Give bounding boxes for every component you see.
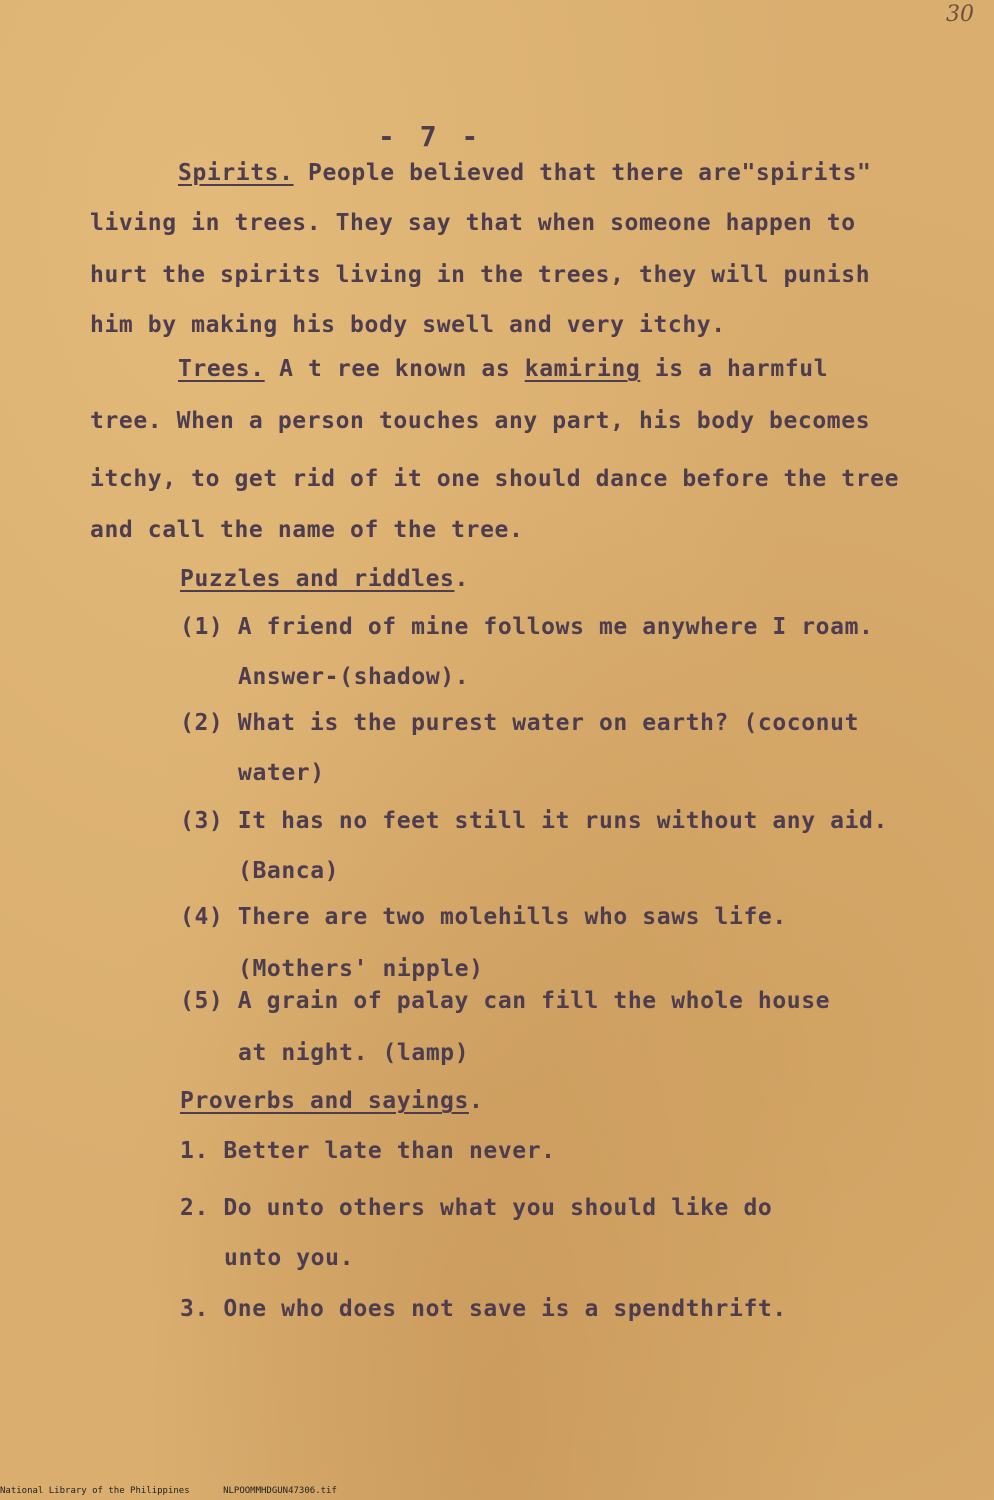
trees-line-0: tree. When a person touches any part, his body becomes [90,408,871,434]
riddle-2-line-2: water) [238,760,325,786]
spirits-line-3: him by making his body swell and very itchy. [90,312,726,338]
proverb-1: 1. Better late than never. [180,1138,556,1164]
riddle-5-line-1: (5) A grain of palay can fill the whole house [180,988,831,1014]
spirits-line-1: living in trees. They say that when someone happen to [90,210,856,236]
riddle-3-line-2: (Banca) [238,858,340,884]
scan-footer [0,1486,365,1500]
handwritten-page-mark: 30 [946,2,974,27]
trees-intro: A t ree known as [279,356,511,382]
proverb-2-line-2: unto you. [224,1245,355,1271]
trees-intro-end: is a harmful [654,356,829,382]
footer-library: National Library of the Philippines [0,1486,190,1496]
trees-tree-name: kamiring [524,356,641,382]
riddle-4-line-1: (4) There are two molehills who saws life. [180,904,787,930]
footer-filename: NLPOOMMHDGUN47306.tif [223,1486,337,1496]
proverb-2-line-1: 2. Do unto others what you should like do [180,1195,773,1221]
puzzles-heading: Puzzles and riddles [180,566,455,592]
riddle-1-line-2: Answer-(shadow). [238,664,470,690]
spirits-first-line [178,160,871,186]
spirits-line-0: People believed that there are"spirits" [308,160,872,186]
puzzles-heading-suffix: . [454,566,469,592]
riddle-2-line-1: (2) What is the purest water on earth? (coconut [180,710,860,736]
puzzles-heading-line [180,566,469,592]
spirits-line-2: hurt the spirits living in the trees, they will punish [90,262,871,288]
riddle-5-line-2: at night. (lamp) [238,1040,470,1066]
trees-heading: Trees. [178,356,265,382]
riddle-4-line-2: (Mothers' nipple) [238,956,484,982]
riddle-1-line-1: (1) A friend of mine follows me anywhere I roam. [180,614,874,640]
proverb-3: 3. One who does not save is a spendthrift. [180,1296,787,1322]
trees-line-2: and call the name of the tree. [90,517,524,543]
proverbs-heading: Proverbs and sayings [180,1088,469,1114]
spirits-heading: Spirits. [178,160,294,186]
trees-line-1: itchy, to get rid of it one should dance before the tree [90,466,900,492]
trees-first-line [178,356,828,382]
riddle-3-line-1: (3) It has no feet still it runs without any aid. [180,808,888,834]
proverbs-heading-line [180,1088,483,1114]
proverbs-heading-suffix: . [468,1088,484,1114]
page-number: - 7 - [378,120,483,153]
